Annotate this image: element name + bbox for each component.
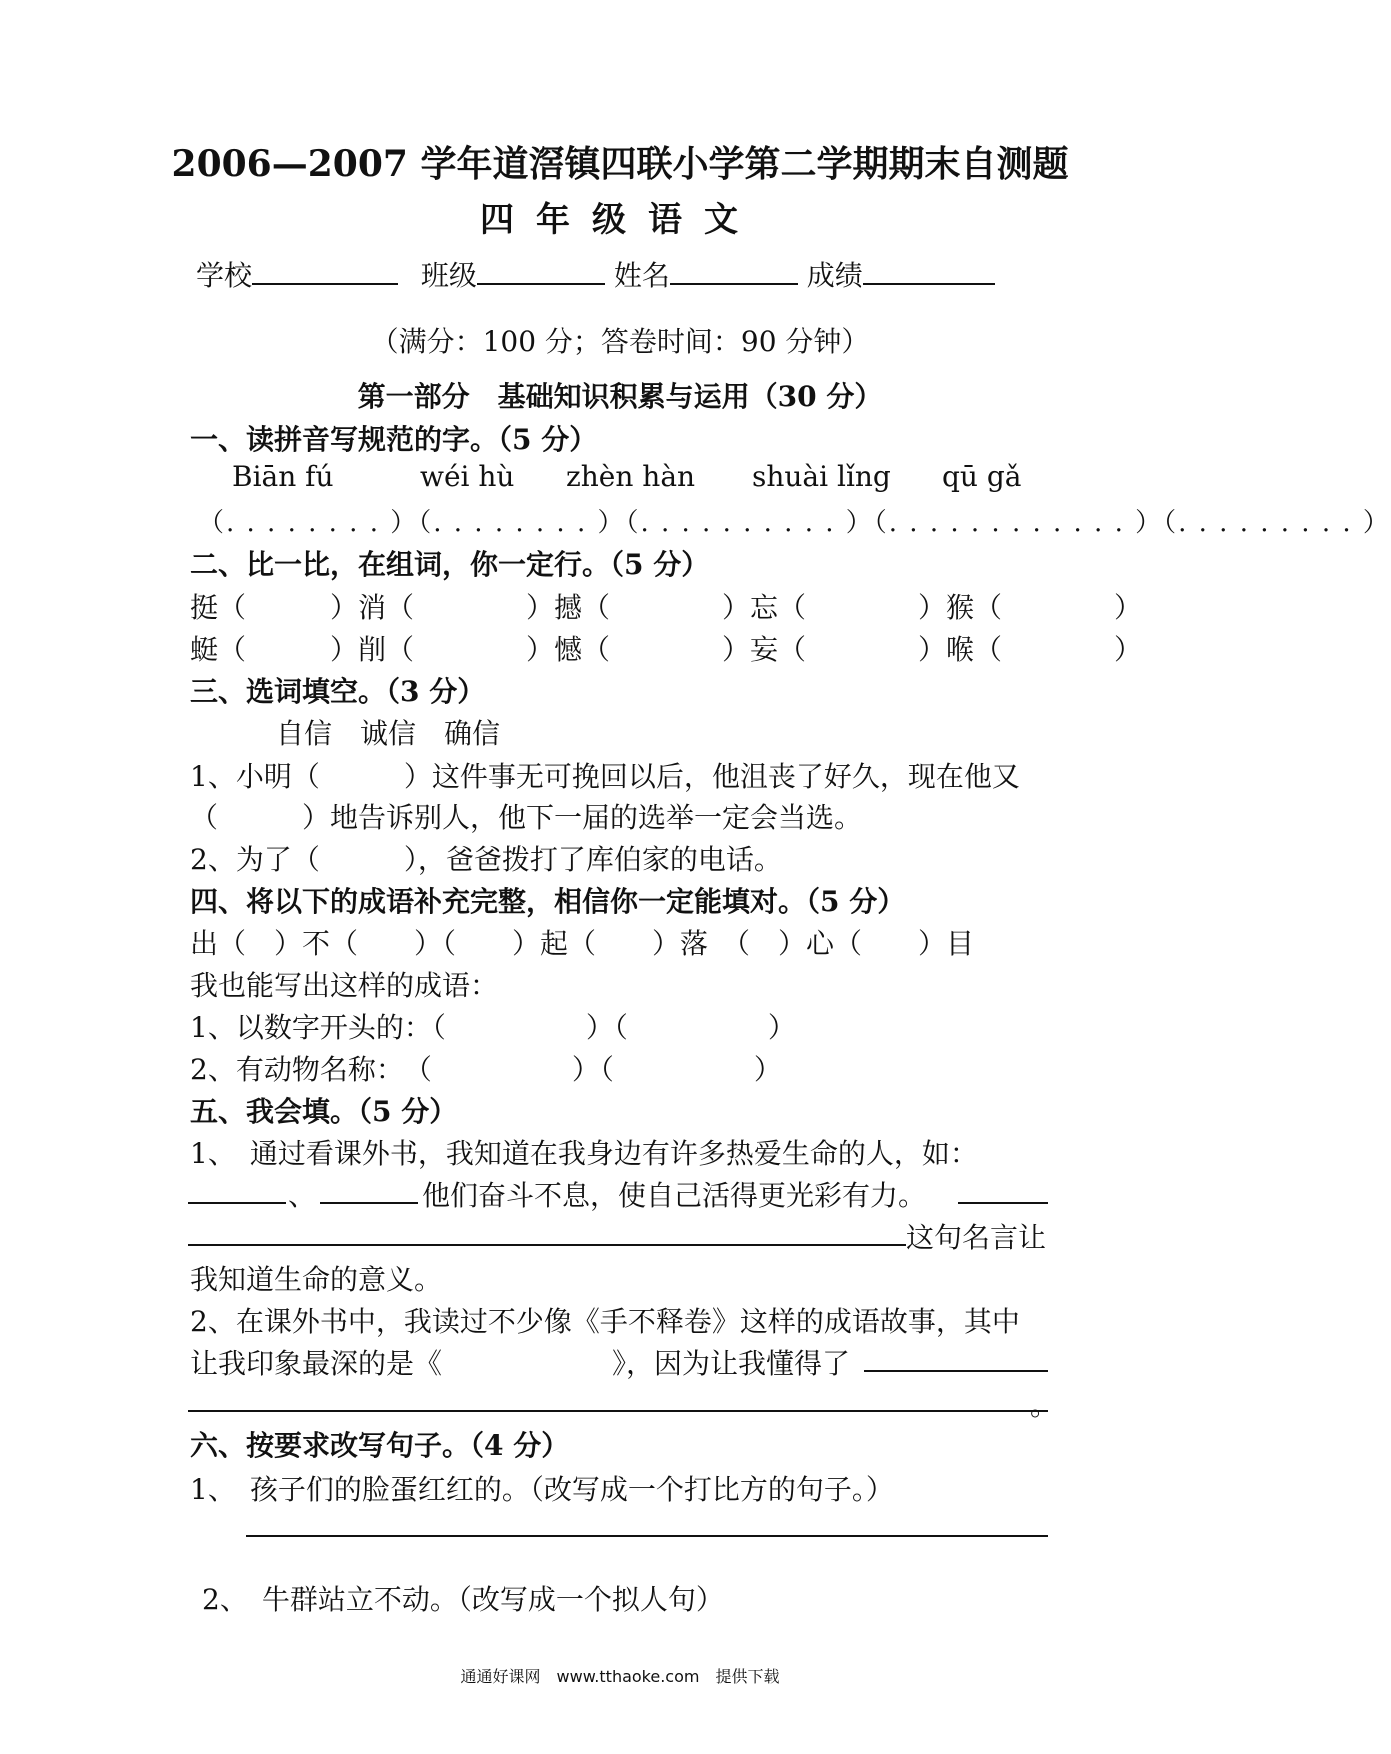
q5-sentence-1-intro: 1、 通过看课外书，我知道在我身边有许多热爱生命的人，如：	[190, 1137, 978, 1170]
q5-sentence-2a: 2、在课外书中，我读过不少像《手不释卷》这样的成语故事，其中	[190, 1305, 1020, 1338]
q5-sentence-1-mid: 他们奋斗不息，使自己活得更光彩有力。	[422, 1179, 927, 1212]
q4-prompt: 我也能写出这样的成语：	[190, 969, 499, 1002]
name-label: 姓名	[613, 259, 670, 292]
q5-blank-quote-start[interactable]	[958, 1202, 1048, 1204]
grade-subject: 四年级语文	[480, 200, 760, 240]
school-blank[interactable]	[252, 257, 398, 285]
q5-sentence-2b-end: 》，因为让我懂得了	[612, 1347, 851, 1380]
q2-row-1[interactable]: 挺（ ）消（ ）撼（ ）忘（ ）猴（ ）	[190, 591, 1143, 624]
q5-separator: 、	[288, 1179, 317, 1212]
q5-blank-lesson[interactable]	[864, 1370, 1048, 1372]
exam-title: 2006—2007 学年道滘镇四联小学第二学期期末自测题	[171, 143, 1069, 185]
name-blank[interactable]	[670, 257, 798, 285]
q1-pinyin-1: Biān fú	[232, 460, 334, 493]
q5-blank-person-1[interactable]	[188, 1202, 286, 1204]
q3-sentence-2[interactable]: 2、为了（ ），爸爸拨打了库伯家的电话。	[190, 843, 782, 876]
school-label: 学校	[196, 259, 253, 292]
q5-blank-quote[interactable]	[188, 1244, 906, 1246]
q4-sentence-1[interactable]: 1、以数字开头的：（ ）（ ）	[190, 1011, 796, 1044]
q3-sentence-1a[interactable]: 1、小明（ ）这件事无可挽回以后，他沮丧了好久，现在他又	[190, 760, 1020, 793]
footer-credit: 通通好课网 www.tthaoke.com 提供下载	[460, 1667, 780, 1686]
exam-info: （满分：100 分；答卷时间：90 分钟）	[370, 325, 870, 358]
q5-blank-person-2[interactable]	[320, 1202, 418, 1204]
q2-row-2[interactable]: 蜓（ ）削（ ）憾（ ）妄（ ）喉（ ）	[190, 633, 1143, 666]
class-label: 班级	[420, 259, 477, 292]
q6-title: 六、按要求改写句子。（4 分）	[190, 1429, 570, 1462]
q1-pinyin-2: wéi hù	[420, 460, 515, 493]
student-info-row	[196, 254, 995, 294]
score-label: 成绩	[806, 259, 863, 292]
q1-pinyin-5: qū gǎ	[942, 460, 1022, 493]
q1-pinyin-3: zhèn hàn	[566, 460, 696, 493]
part1-title: 第一部分 基础知识积累与运用（30 分）	[357, 380, 883, 413]
q5-sentence-2b-start: 让我印象最深的是《	[190, 1347, 443, 1380]
q5-sentence-1-end: 我知道生命的意义。	[190, 1263, 443, 1296]
q4-sentence-2[interactable]: 2、有动物名称： （ ）（ ）	[190, 1053, 782, 1086]
q1-title: 一、读拼音写规范的字。（5 分）	[190, 423, 598, 456]
q4-title: 四、将以下的成语补充完整，相信你一定能填对。（5 分）	[190, 885, 906, 918]
class-blank[interactable]	[477, 257, 605, 285]
score-blank[interactable]	[863, 257, 995, 285]
q2-title: 二、比一比，在组词，你一定行。（5 分）	[190, 548, 710, 581]
q3-sentence-1b[interactable]: （ ）地告诉别人，他下一届的选举一定会当选。	[190, 801, 863, 834]
q6-sentence-1: 1、 孩子们的脸蛋红红的。（改写成一个打比方的句子。）	[190, 1473, 894, 1506]
q4-idioms[interactable]: 出（ ）不（ ）（ ）起（ ）落 （ ）心（ ）目	[190, 927, 975, 960]
q6-answer-line-1[interactable]	[246, 1535, 1048, 1537]
q5-sentence-1-tail: 这句名言让	[906, 1221, 1047, 1254]
q6-sentence-2: 2、 牛群站立不动。（改写成一个拟人句）	[202, 1583, 724, 1616]
q3-word-choices: 自信 诚信 确信	[276, 717, 501, 750]
q1-pinyin-4: shuài lǐng	[752, 460, 891, 493]
q5-title: 五、我会填。（5 分）	[190, 1095, 458, 1128]
q3-title: 三、选词填空。（3 分）	[190, 675, 486, 708]
q1-answer-blanks[interactable]: （. . . . . . . . ）（. . . . . . . . ）（. . . . . . . . . . ）（. . . . . . . . . . . . ）（. . . . . . . . . ）	[198, 508, 1391, 538]
q5-blank-lesson-line-2[interactable]	[188, 1410, 1048, 1412]
q5-period: 。	[1030, 1389, 1059, 1422]
